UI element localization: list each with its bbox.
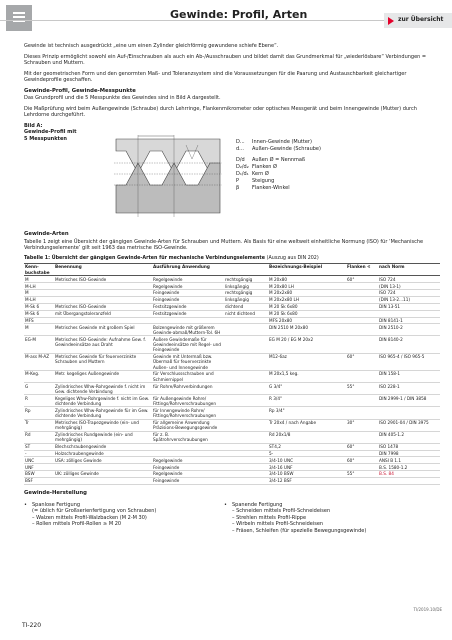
- table-cell: [346, 395, 378, 407]
- table-cell: [54, 283, 152, 290]
- table-cell: 5-: [268, 450, 346, 457]
- legend-symbol: d...: [236, 145, 244, 152]
- table-cell: [224, 407, 268, 419]
- table-cell: Regelgewinde: [152, 276, 224, 283]
- bullet-icon: •: [24, 501, 27, 508]
- table-cell: Festsitzgewinde: [152, 303, 224, 310]
- legend-text: Außen-Gewinde (Schraube): [252, 145, 321, 152]
- table-cell: 55°: [346, 383, 378, 395]
- table-cell: Blechschraubengewinde: [54, 443, 152, 450]
- table-cell: mit Übergangstoleranzfeld: [54, 310, 152, 317]
- table-cell: 60°: [346, 457, 378, 464]
- brand-logo: [6, 5, 32, 31]
- table-cell: für z. B. Spätrohrverschraubungen: [152, 431, 224, 443]
- table-cell: -: [24, 450, 54, 457]
- legend-row: [236, 146, 396, 153]
- table-row: [24, 419, 440, 431]
- table-cell: UK: zölliges Gewinde: [54, 471, 152, 478]
- table-cell: [346, 371, 378, 383]
- bullet-icon: [24, 521, 32, 528]
- table-cell: [224, 324, 268, 336]
- table-cell: DIN 158-1: [378, 371, 440, 383]
- figure-label-line: Gewinde-Profil mit: [24, 129, 77, 136]
- table-cell: ISO 2901-04 / DIN 3975: [378, 419, 440, 431]
- table-row: [24, 450, 440, 457]
- table-cell: Gewinde mit Untermaß bzw. Übermaß für feuerverzinkte Außen- und Innengewinde: [152, 353, 224, 370]
- legend-row: [236, 164, 396, 171]
- table-cell: UNF: [24, 464, 54, 471]
- table-cell: [346, 290, 378, 297]
- legend-text: Flanken Ø: [252, 163, 277, 170]
- section-heading-manufacture: Gewinde-Herstellung: [24, 489, 87, 496]
- legend-row: [236, 171, 396, 178]
- table-cell: DIN 8141-1: [378, 317, 440, 324]
- table-cell: [224, 443, 268, 450]
- table-cell: nicht dichtend: [224, 310, 268, 317]
- table-cell: M: [24, 276, 54, 283]
- profile-paragraph-1: Das Grundprofil und die 5 Messpunkte des Gewindes sind in Bild A dargestellt.: [24, 95, 221, 102]
- legend-row: [236, 178, 396, 185]
- document-code: TI/2019.10/DE: [413, 607, 442, 612]
- table-row: [24, 383, 440, 395]
- table-cell: [224, 457, 268, 464]
- manufacture-item-text: Spanende Fertigung: [232, 501, 283, 508]
- table-cell: Holzschraubengewinde: [54, 450, 152, 457]
- table-cell: Äußere Gewindemaße für Gewindeeinsätze mit Regel- und Feingewinde: [152, 336, 224, 353]
- table-cell: M12-6az: [268, 353, 346, 370]
- table-cell: M-Keg.: [24, 371, 54, 383]
- table-cell: [378, 477, 440, 484]
- table-cell: [152, 450, 224, 457]
- table-cell: dichtend: [224, 303, 268, 310]
- table-cell: 30°: [346, 419, 378, 431]
- legend-symbol: D₂/d₂: [236, 163, 249, 170]
- table-cell: G 3/4": [268, 383, 346, 395]
- table-cell: [224, 371, 268, 383]
- manufacture-columns: [24, 502, 440, 535]
- table-cell: [54, 297, 152, 304]
- col-header: Benennung: [54, 263, 152, 276]
- table-cell: [346, 317, 378, 324]
- table-cell: M 20x1,5 keg.: [268, 371, 346, 383]
- table-cell: für allgemeine Anwendung Präzisions-Bewegungsgewinde: [152, 419, 224, 431]
- table-cell: Metrisches Gewinde für feuerverzinkte Schrauben und Muttern: [54, 353, 152, 370]
- table-cell: M 20 Sk 6x80: [268, 303, 346, 310]
- table-caption-text: Tabelle 1: Übersicht der gängigen Gewinde-Arten für mechanische Verbindungselemente: [24, 255, 265, 261]
- table-cell: [346, 297, 378, 304]
- table-cell: (DIN 13-1): [378, 283, 440, 290]
- table-cell: EG M 20 / EG M 20x2: [268, 336, 346, 353]
- table-cell: [224, 317, 268, 324]
- table-cell: ISO 965-4 / ISO 965-5: [378, 353, 440, 370]
- table-cell: [224, 336, 268, 353]
- thread-profile-diagram: [112, 133, 224, 219]
- table-cell: [224, 395, 268, 407]
- table-cell: rechtsgängig: [224, 290, 268, 297]
- table-cell: G: [24, 383, 54, 395]
- table-cell: Rp 3/4": [268, 407, 346, 419]
- table-cell: BSF: [24, 477, 54, 484]
- table-cell: Metrisches Gewinde mit großem Spiel: [54, 324, 152, 336]
- table-cell: [346, 477, 378, 484]
- table-row: [24, 395, 440, 407]
- table-cell: M 20x80: [268, 276, 346, 283]
- table-cell: [224, 353, 268, 370]
- profile-paragraph-2: Die Maßprüfung wird beim Außengewinde (Schraube) durch Lehrringe, Flankenmikrometer oder optisches Messgerät und beim Innengewinde (Mutter) durch Lehrdorne durchgeführt.: [24, 105, 417, 119]
- legend-symbol: D...: [236, 138, 245, 145]
- table-cell: ISO 228-1: [378, 383, 440, 395]
- legend-text: Kern Ø: [252, 170, 269, 177]
- table-cell: B.S. 1580-1.2: [378, 464, 440, 471]
- table-cell: [224, 471, 268, 478]
- figure-label-line: 5 Messpunkten: [24, 135, 67, 142]
- legend-row: [236, 157, 396, 164]
- table-row: [24, 407, 440, 419]
- table-cell: M-LH: [24, 283, 54, 290]
- types-paragraph: Tabelle 1 zeigt eine Übersicht der gängigen Gewinde-Arten für Schrauben und Muttern. Als Basis für eine weltweit einheitliche Normung (ISO) für ‘Mechanische Verbindungselemente’ gilt seit 1963 das metrische ISO-Gewinde.: [24, 238, 424, 252]
- table-cell: R 3/4": [268, 395, 346, 407]
- table-cell: M-Sk 6: [24, 303, 54, 310]
- table-cell: 3/4-10 UNC: [268, 457, 346, 464]
- table-row: [24, 464, 440, 471]
- table-cell: für Verschlussschrauben und Schmiernippel: [152, 371, 224, 383]
- table-cell: Metr. kegeliges Außengewinde: [54, 371, 152, 383]
- table-cell: M 20x80 LH: [268, 283, 346, 290]
- thread-types-table: [24, 263, 440, 485]
- manufacture-item-text: – Fräsen, Schleifen (für spezielle Bewegungsgewinde): [232, 527, 367, 534]
- table-cell: UNC: [24, 457, 54, 464]
- table-cell: [346, 431, 378, 443]
- table-cell: Tr 20x4 / nach Angabe: [268, 419, 346, 431]
- page-header: [0, 0, 452, 38]
- table-row: [24, 283, 440, 290]
- page-number: TI-220: [22, 622, 42, 629]
- manufacture-item-text: (= üblich für Großserienfertigung von Schrauben): [32, 508, 157, 515]
- table-cell: Metrisches ISO-Trapezgewinde (ein- und mehrgängig): [54, 419, 152, 431]
- table-row: [24, 310, 440, 317]
- table-row: [24, 276, 440, 283]
- table-row: [24, 336, 440, 353]
- table-cell: M-Sk 6: [24, 310, 54, 317]
- table-cell: [346, 303, 378, 310]
- table-cell: Kegeliges Whw-Rohrgewinde f. nicht im Gew. dichtende Verbindung: [54, 395, 152, 407]
- table-cell: M: [24, 290, 54, 297]
- table-cell: Zylindrisches Rundgewinde (ein- und mehrgängig): [54, 431, 152, 443]
- table-row: [24, 317, 440, 324]
- table-cell: M 20x2x80: [268, 290, 346, 297]
- table-cell: Metrisches ISO-Gewinde: Aufnahme Gew. f. Gewindeeinsätze aus Draht: [54, 336, 152, 353]
- table-caption: [24, 256, 440, 262]
- table-cell: linksgängig: [224, 297, 268, 304]
- table-cell: Bolzengewinde mit größerem Gewinde-abmaß/Muttern-Tol. 6H: [152, 324, 224, 336]
- figure-label: [24, 123, 104, 143]
- legend-text: Innen-Gewinde (Mutter): [252, 138, 312, 145]
- table-cell: Regelgewinde: [152, 471, 224, 478]
- table-cell: MFS: [24, 317, 54, 324]
- manufacture-item-text: – Schneiden mittels Profil-Schneideisen: [232, 508, 331, 515]
- table-cell: [224, 419, 268, 431]
- table-row: [24, 290, 440, 297]
- bullet-icon: •: [224, 501, 227, 508]
- table-cell: 60°: [346, 276, 378, 283]
- legend-text: Außen Ø = Nennmaß: [252, 156, 306, 163]
- manufacture-item-text: – Strehlen mittels Profil-Rippe: [232, 514, 307, 521]
- manufacture-item-text: Spanlose Fertigung: [32, 501, 81, 508]
- table-cell: Rd 20x1/8: [268, 431, 346, 443]
- table-cell: [346, 336, 378, 353]
- table-cell: rechtsgängig: [224, 276, 268, 283]
- table-cell: [346, 310, 378, 317]
- table-row: [24, 297, 440, 304]
- table-cell: EG-M: [24, 336, 54, 353]
- manufacture-item-text: – Wirbeln mittels Profil-Schneideisen: [232, 521, 324, 528]
- table-cell: DIN 2510-2: [378, 324, 440, 336]
- table-cell: [224, 431, 268, 443]
- intro-paragraph-2: Dieses Prinzip ermöglicht sowohl ein Auf-/Einschrauben als auch ein Ab-/Ausschrauben und bildet damit das Grundmerkmal für „wiederlösbare“ Verbindungen = Schrauben und Muttern.: [24, 53, 427, 66]
- table-cell: ANSI B 1.1: [378, 457, 440, 464]
- table-cell: [224, 464, 268, 471]
- table-row: [24, 353, 440, 370]
- table-cell: DIN 13-51: [378, 303, 440, 310]
- manufacture-item-text: – Rollen mittels Profil-Rollen ≥ M 20: [32, 521, 122, 528]
- arrow-right-icon: [388, 17, 394, 25]
- legend-symbol: D₁/d₁: [236, 170, 249, 177]
- manufacture-item: [24, 521, 224, 528]
- col-header: Bezeichnungs-Beispiel: [268, 263, 346, 276]
- bullet-icon: [224, 528, 232, 535]
- table-cell: DIN 405-1.2: [378, 431, 440, 443]
- table-cell: Zylindrisches Whw-Rohrgewinde f. nicht im Gew. dichtende Verbindung: [54, 383, 152, 395]
- table-cell: MFS 20x80: [268, 317, 346, 324]
- table-cell: 3/4-16 UNF: [268, 464, 346, 471]
- table-cell: ISO 1478: [378, 443, 440, 450]
- section-heading-profile: Gewinde-Profil, Gewinde-Messpunkte: [24, 87, 136, 94]
- table-cell: ST: [24, 443, 54, 450]
- table-cell: M 20x2x80 LH: [268, 297, 346, 304]
- col-header: [224, 263, 268, 276]
- col-header: Kenn-buchstabe: [24, 263, 54, 276]
- table-cell: Feingewinde: [152, 477, 224, 484]
- table-cell: Festsitzgewinde: [152, 310, 224, 317]
- table-cell: [346, 324, 378, 336]
- table-cell: Feingewinde: [152, 290, 224, 297]
- table-cell: Feingewinde: [152, 297, 224, 304]
- table-cell: für Außengewinde Rohre/ Fittings/Rohrverschraubungen: [152, 395, 224, 407]
- manufacture-right-column: [224, 502, 424, 535]
- main-content: [24, 43, 440, 534]
- manufacture-item-text: – Walzen mittels Profil-Walzbacken (M 2-M 30): [32, 514, 147, 521]
- table-cell: Tr: [24, 419, 54, 431]
- table-header-row: [24, 263, 440, 276]
- table-cell: [152, 443, 224, 450]
- table-cell: M: [24, 324, 54, 336]
- table-cell: 3/4-12 BSF: [268, 477, 346, 484]
- page-title: Gewinde: Profil, Arten: [170, 8, 308, 21]
- table-cell: ST4,2: [268, 443, 346, 450]
- table-cell: linksgängig: [224, 283, 268, 290]
- table-cell: Regelgewinde: [152, 283, 224, 290]
- table-cell: ISO 724: [378, 290, 440, 297]
- table-cell: für Rohre/Rohrverbindungen: [152, 383, 224, 395]
- overview-link[interactable]: [384, 13, 452, 28]
- legend-symbol: β: [236, 184, 240, 191]
- table-cell: [224, 477, 268, 484]
- manufacture-item: [224, 528, 424, 535]
- table-cell: ISO 724: [378, 276, 440, 283]
- table-cell: DIN 7998: [378, 450, 440, 457]
- col-header: nach Norm: [378, 263, 440, 276]
- table-cell: 3/4-10 BSW: [268, 471, 346, 478]
- table-cell: M-ass M-AZ: [24, 353, 54, 370]
- section-heading-types: Gewinde-Arten: [24, 230, 69, 237]
- table-cell: DIN 2510 M 20x80: [268, 324, 346, 336]
- table-cell: [346, 464, 378, 471]
- table-cell: 60°: [346, 443, 378, 450]
- table-cell: für Innengewinde Rohre/ Fittings/Rohrverschraubungen: [152, 407, 224, 419]
- table-cell: Rd: [24, 431, 54, 443]
- table-cell: R: [24, 395, 54, 407]
- table-cell: [54, 464, 152, 471]
- table-cell: [378, 310, 440, 317]
- intro-paragraph-1: Gewinde ist technisch ausgedrückt „eine um einen Zylinder gleichförmig gewundene schiefe Ebene“.: [24, 43, 279, 49]
- col-header: Flanken ∢: [346, 263, 378, 276]
- legend-text: Steigung: [252, 177, 275, 184]
- figure-legend: [236, 139, 396, 192]
- table-cell: [152, 317, 224, 324]
- table-row: [24, 324, 440, 336]
- table-cell: [346, 283, 378, 290]
- figure-label-line: Bild A:: [24, 122, 43, 129]
- table-row: [24, 477, 440, 484]
- table-caption-note: (Auszug aus DIN 202): [266, 255, 319, 261]
- table-cell: B.S. 84: [378, 471, 440, 478]
- table-cell: Feingewinde: [152, 464, 224, 471]
- col-header: Ausführung Anwendung: [152, 263, 224, 276]
- legend-row: [236, 139, 396, 146]
- table-cell: [224, 450, 268, 457]
- legend-row: [236, 185, 396, 192]
- overview-link-label: zur Übersicht: [398, 16, 444, 23]
- table-cell: Rp: [24, 407, 54, 419]
- table-cell: DIN 2999-1 / DIN 3858: [378, 395, 440, 407]
- table-row: [24, 303, 440, 310]
- intro-paragraph-3: Mit der geometrischen Form und den genormten Maß- und Toleranzsystem sind die Voraussetzungen für die Paarung und Austauschbarkeit gleichartiger Gewindeprofile geschaffen.: [24, 70, 407, 83]
- table-cell: USA: zölliges Gewinde: [54, 457, 152, 464]
- table-cell: 55°: [346, 471, 378, 478]
- table-cell: 60°: [346, 353, 378, 370]
- table-cell: Regelgewinde: [152, 457, 224, 464]
- table-row: [24, 431, 440, 443]
- table-cell: DIN 8140-2: [378, 336, 440, 353]
- table-cell: Metrisches ISO-Gewinde: [54, 303, 152, 310]
- table-cell: M-LH: [24, 297, 54, 304]
- table-cell: Zylindrisches Whw-Rohrgewinde für im Gew. dichtende Verbindung: [54, 407, 152, 419]
- table-row: [24, 371, 440, 383]
- table-cell: [224, 383, 268, 395]
- table-cell: BSW: [24, 471, 54, 478]
- table-cell: [54, 477, 152, 484]
- table-cell: [346, 450, 378, 457]
- legend-symbol: D/d: [236, 156, 245, 163]
- table-cell: M 20 Sk 6x80: [268, 310, 346, 317]
- table-row: [24, 457, 440, 464]
- table-cell: Metrisches ISO-Gewinde: [54, 276, 152, 283]
- table-cell: [378, 407, 440, 419]
- figure-a: [24, 123, 440, 228]
- table-body: [24, 276, 440, 484]
- table-row: [24, 471, 440, 478]
- legend-text: Flanken-Winkel: [252, 184, 290, 191]
- table-cell: [346, 407, 378, 419]
- legend-symbol: P: [236, 177, 240, 184]
- table-row: [24, 443, 440, 450]
- table-cell: [54, 290, 152, 297]
- table-cell: [54, 317, 152, 324]
- table-cell: (DIN 13-2...11): [378, 297, 440, 304]
- manufacture-left-column: [24, 502, 224, 535]
